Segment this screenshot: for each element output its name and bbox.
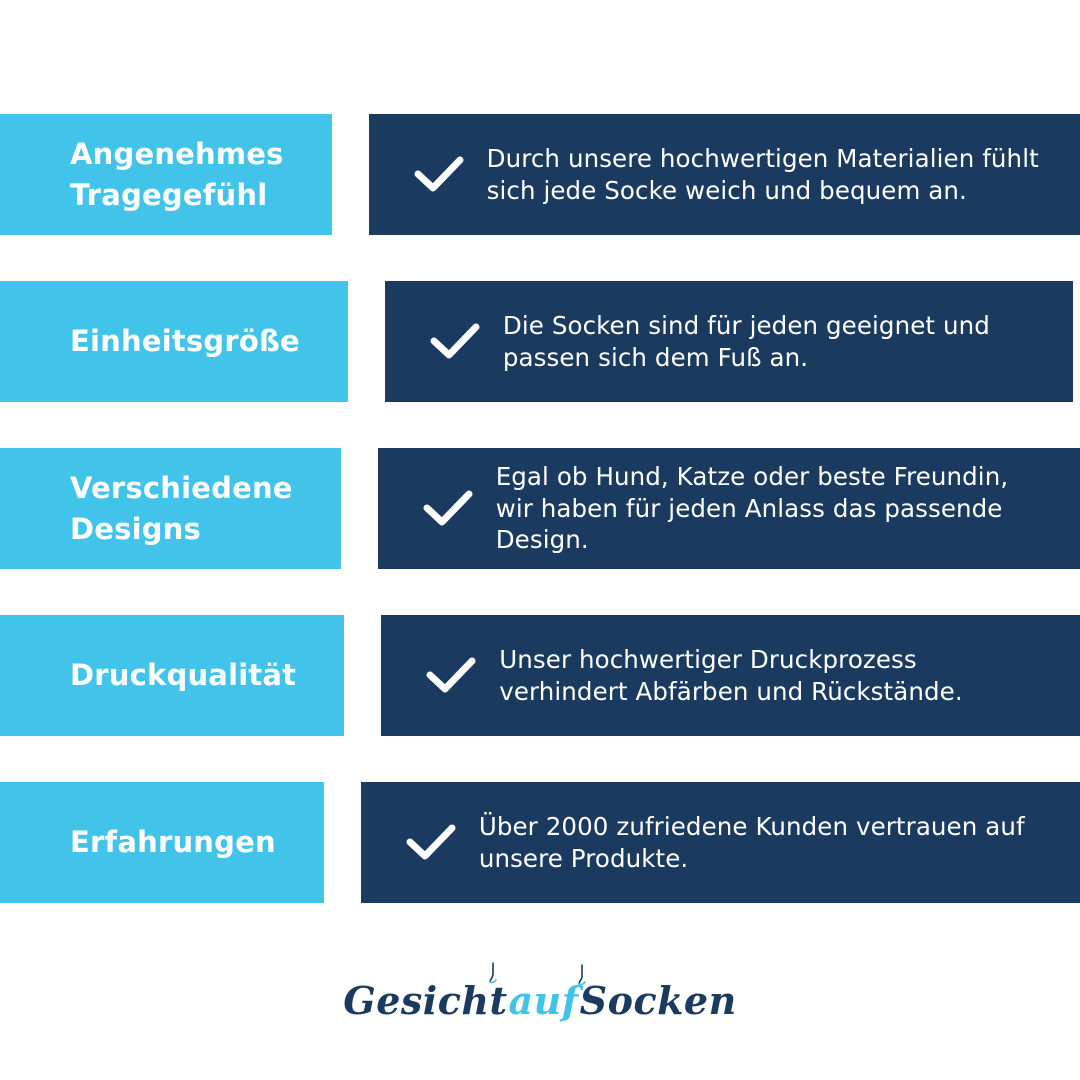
feature-row	[0, 782, 1080, 903]
brand-logo-part-a: Gesicht	[343, 977, 508, 1023]
brand-logo-part-c: Socken	[579, 977, 737, 1023]
feature-description-box	[369, 114, 1080, 235]
feature-label: Erfahrungen	[70, 825, 276, 860]
row-gap	[344, 615, 381, 736]
feature-label: Verschiedene Designs	[70, 471, 293, 546]
check-icon	[421, 322, 489, 362]
feature-label: Druckqualität	[70, 658, 297, 693]
feature-label-box	[0, 448, 341, 569]
brand-logo-part-b: auf	[508, 977, 579, 1023]
feature-description: Egal ob Hund, Katze oder beste Freundin, wir haben für jeden Anlass das passende Design.	[495, 462, 1009, 555]
feature-rows	[0, 114, 1080, 903]
row-gap	[324, 782, 361, 903]
feature-row	[0, 114, 1080, 235]
check-icon	[405, 155, 473, 195]
feature-label: Angenehmes Tragegefühl	[70, 137, 284, 212]
feature-description-box	[385, 281, 1073, 402]
row-gap	[348, 281, 385, 402]
feature-label-box	[0, 615, 344, 736]
feature-description: Die Socken sind für jeden geeignet und passen sich dem Fuß an.	[502, 310, 990, 372]
feature-description-box	[381, 615, 1080, 736]
row-gap	[341, 448, 378, 569]
feature-label-box	[0, 281, 348, 402]
check-icon	[397, 823, 465, 863]
feature-label-box	[0, 782, 324, 903]
check-icon	[414, 489, 482, 529]
feature-row	[0, 615, 1080, 736]
feature-description-box	[378, 448, 1080, 569]
feature-description-box	[361, 782, 1080, 903]
feature-row	[0, 281, 1080, 402]
row-gap	[332, 114, 369, 235]
feature-description: Durch unsere hochwertigen Materialien fühlt sich jede Socke weich und bequem an.	[486, 143, 1039, 205]
feature-label-box	[0, 114, 332, 235]
brand-logo-text	[343, 978, 736, 1023]
feature-description: Unser hochwertiger Druckprozess verhindert Abfärben und Rückstände.	[499, 644, 963, 706]
feature-row	[0, 448, 1080, 569]
check-icon	[417, 656, 485, 696]
brand-logo	[0, 955, 1080, 1045]
feature-description: Über 2000 zufriedene Kunden vertrauen auf unsere Produkte.	[478, 811, 1025, 873]
feature-label: Einheitsgröße	[70, 324, 300, 359]
